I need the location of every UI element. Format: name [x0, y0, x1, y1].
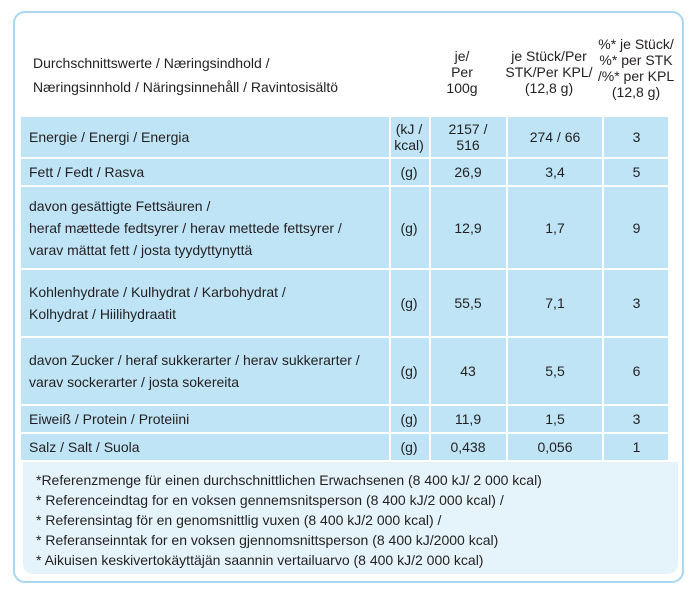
row-label [29, 406, 389, 432]
label-line: Kolhydrat / Hiilihydraatit [29, 306, 177, 322]
header-label-line: Næringsinnhold / Näringsinnehåll / Ravintosisältö [33, 79, 339, 95]
label-line: Kohlenhydrate / Kulhydrat / Karbohydrat / [29, 284, 286, 300]
table-row-salt [21, 434, 668, 460]
row-percent: 3 [632, 129, 641, 145]
footnote: *Referenzmenge für einen durchschnittlichen Erwachsenen (8 400 kJ/ 2 000 kcal) [36, 472, 542, 488]
row-label [29, 187, 389, 268]
row-unit [391, 270, 427, 336]
header-label-line: Durchschnittswerte / Næringsindhold / [33, 55, 270, 71]
footnotes [23, 462, 678, 574]
value-line: 26,9 [454, 164, 482, 180]
row-per-piece: 274 / 66 [529, 129, 581, 145]
row-percent: 1 [632, 439, 641, 455]
header-text: (12,8 g) [524, 80, 574, 96]
row-percent: 3 [632, 295, 641, 311]
table-row-protein [21, 406, 668, 432]
row-percent: 3 [632, 411, 641, 427]
table-row-fat [21, 159, 668, 185]
row-per-100g [431, 117, 505, 157]
row-unit [391, 187, 427, 268]
table-header [13, 11, 684, 117]
row-label [29, 117, 389, 157]
row-label [29, 338, 389, 404]
header-text: Per [451, 64, 473, 80]
label-line: varav mättat fett / josta tyydyttynyttä [29, 241, 253, 258]
value-line: 2157 / [448, 121, 488, 137]
label-line: Salz / Salt / Suola [29, 439, 140, 455]
table-row-saturated-fat [21, 187, 668, 268]
value-line: 12,9 [454, 219, 482, 236]
header-per-100g [423, 48, 501, 96]
table-row-sugars [21, 338, 668, 404]
value-line: 0,438 [450, 439, 486, 455]
row-unit [391, 406, 427, 432]
header-text: /%* per KPL [597, 68, 675, 84]
row-per-piece: 1,5 [545, 411, 565, 427]
row-per-100g [431, 338, 505, 404]
row-per-piece: 7,1 [545, 295, 565, 311]
row-unit [391, 159, 427, 185]
unit-line: (g) [400, 295, 418, 311]
row-per-piece: 3,4 [545, 164, 565, 180]
column-divider [602, 117, 604, 460]
header-text: STK/Per KPL/ [505, 64, 593, 80]
column-divider [429, 117, 431, 460]
unit-line: (g) [400, 439, 418, 455]
header-text: %* je Stück/ [598, 36, 674, 52]
row-unit [391, 434, 427, 460]
value-line: 55,5 [454, 295, 482, 311]
row-per-piece: 5,5 [545, 363, 565, 379]
label-line: Fett / Fedt / Rasva [29, 164, 145, 180]
row-per-100g [431, 159, 505, 185]
footnote: * Referanseinntak for en voksen gjennomsnittsperson (8 400 kJ/2000 kcal) [36, 532, 499, 548]
footnote: * Referenceindtag for en voksen gennemsnitsperson (8 400 kJ/2 000 kcal) / [36, 492, 504, 508]
table-row-energy [21, 117, 668, 157]
unit-line: (g) [400, 219, 418, 236]
label-line: Eiweiß / Protein / Proteiini [29, 411, 190, 427]
label-line: davon gesättigte Fettsäuren / [29, 197, 211, 214]
row-per-100g [431, 270, 505, 336]
label-line: Energie / Energi / Energia [29, 129, 190, 145]
unit-line: kcal) [394, 137, 424, 153]
header-text: 100g [446, 80, 478, 96]
table-row-carbohydrate [21, 270, 668, 336]
value-line: 516 [456, 137, 480, 153]
unit-line: (g) [400, 363, 418, 379]
column-divider [389, 117, 391, 460]
header-text: je/ [454, 48, 470, 64]
row-percent: 5 [632, 164, 641, 180]
column-divider [506, 117, 508, 460]
row-label [29, 270, 389, 336]
value-line: 43 [460, 363, 476, 379]
row-per-piece: 0,056 [537, 439, 573, 455]
header-percent-ri [593, 36, 679, 100]
label-line: davon Zucker / heraf sukkerarter / herav sukkerarter / [29, 352, 360, 368]
unit-line: (kJ / [395, 121, 423, 137]
header-label [33, 51, 338, 99]
row-per-100g [431, 434, 505, 460]
unit-line: (g) [400, 164, 418, 180]
row-per-100g [431, 187, 505, 268]
label-line: varav sockerarter / josta sokereita [29, 374, 240, 390]
unit-line: (g) [400, 411, 418, 427]
footnote: * Referensintag för en genomsnittlig vuxen (8 400 kJ/2 000 kcal) / [36, 512, 442, 528]
label-line: heraf mættede fedtsyrer / herav mettede fettsyrer / [29, 219, 342, 236]
row-per-100g [431, 406, 505, 432]
table-body [21, 117, 668, 460]
footnote: * Aikuisen keskivertokäyttäjän saannin vertailuarvo (8 400 kJ/2 000 kcal) [36, 552, 484, 568]
row-unit [391, 338, 427, 404]
header-per-piece [499, 48, 599, 96]
header-text: (12,8 g) [611, 84, 661, 100]
row-percent: 6 [632, 363, 641, 379]
row-label [29, 159, 389, 185]
header-text: je Stück/Per [511, 48, 587, 64]
row-per-piece: 1,7 [545, 219, 565, 236]
value-line: 11,9 [454, 411, 482, 427]
row-unit [391, 117, 427, 157]
header-text: %* per STK [599, 52, 673, 68]
row-label [29, 434, 389, 460]
row-percent: 9 [632, 219, 641, 236]
